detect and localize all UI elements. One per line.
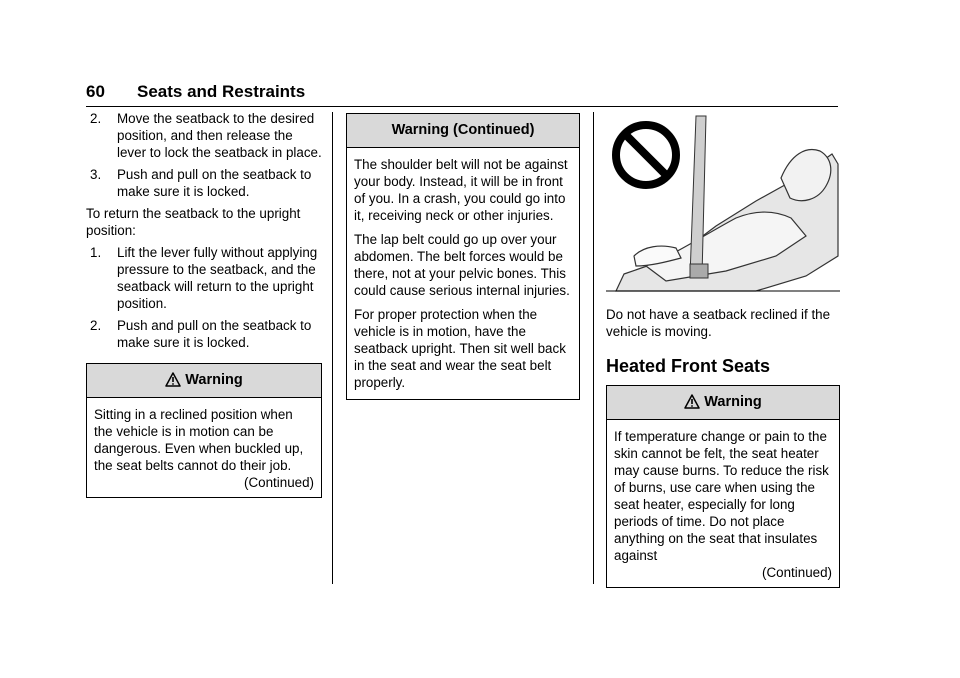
step-number: 2. — [90, 111, 102, 126]
warning-paragraph: The shoulder belt will not be against your body. Instead, it will be in front of you. In a crash, you could go into it, receiving neck or other injuries. — [354, 157, 568, 223]
step-text: Move the seatback to the desired position, and then release the lever to lock the seatback in place. — [117, 111, 322, 160]
warning-text: If temperature change or pain to the skin cannot be felt, the seat heater may cause burns. To reduce the risk of burns, use care when using the seat heater, especially for long periods of time. Do not place anything on the seat that insulates against — [614, 429, 829, 563]
warning-box-continued — [346, 113, 580, 400]
page-title: Seats and Restraints — [137, 82, 306, 101]
section-title: Heated Front Seats — [606, 356, 771, 376]
page-number: 60 — [86, 82, 105, 101]
no-symbol-icon — [616, 125, 676, 185]
reclined-seat-illustration — [606, 106, 840, 292]
step-number: 1. — [90, 245, 102, 260]
warning-paragraph: The lap belt could go up over your abdomen. The belt forces would be there, not at your pelvic bones. This could cause serious internal injuries. — [354, 232, 570, 298]
illustration-caption: Do not have a seatback reclined if the vehicle is moving. — [606, 307, 831, 339]
step-number: 2. — [90, 318, 102, 333]
warning-body — [347, 148, 579, 399]
warning-header: Warning (Continued) — [347, 114, 579, 148]
column-right — [606, 110, 840, 588]
list-item — [86, 317, 322, 351]
warning-box — [606, 385, 840, 588]
list-item — [86, 244, 322, 312]
warning-header — [87, 364, 321, 398]
intro-text: To return the seatback to the upright position: — [86, 206, 301, 238]
warning-box — [86, 363, 322, 498]
warning-title: Warning — [704, 394, 762, 410]
steps-list-b — [86, 244, 322, 351]
warning-body — [607, 420, 839, 587]
warning-body — [87, 398, 321, 497]
warning-triangle-icon — [165, 367, 181, 400]
list-item — [86, 110, 322, 161]
warning-text: Sitting in a reclined position when the vehicle is in motion can be dangerous. Even when buckled up, the seat belts cannot do their job. — [94, 407, 304, 473]
warning-title: Warning — [185, 372, 243, 388]
page-header — [86, 82, 838, 107]
steps-list-a — [86, 110, 322, 200]
step-text: Push and pull on the seatback to make sure it is locked. — [117, 167, 312, 199]
step-text: Push and pull on the seatback to make sure it is locked. — [117, 318, 312, 350]
column-divider — [593, 112, 594, 584]
step-text: Lift the lever fully without applying pressure to the seatback, and the seatback will return to the upright position. — [117, 245, 318, 311]
continued-label: (Continued) — [244, 475, 314, 490]
continued-label: (Continued) — [762, 565, 832, 580]
list-item — [86, 166, 322, 200]
column-left — [86, 110, 322, 498]
step-number: 3. — [90, 167, 102, 182]
warning-header — [607, 386, 839, 420]
column-divider — [332, 112, 333, 584]
warning-paragraph: For proper protection when the vehicle is in motion, have the seatback upright. Then sit well back in the seat and wear the seat belt properly. — [354, 307, 566, 390]
warning-triangle-icon — [684, 389, 700, 422]
column-middle — [346, 110, 580, 400]
